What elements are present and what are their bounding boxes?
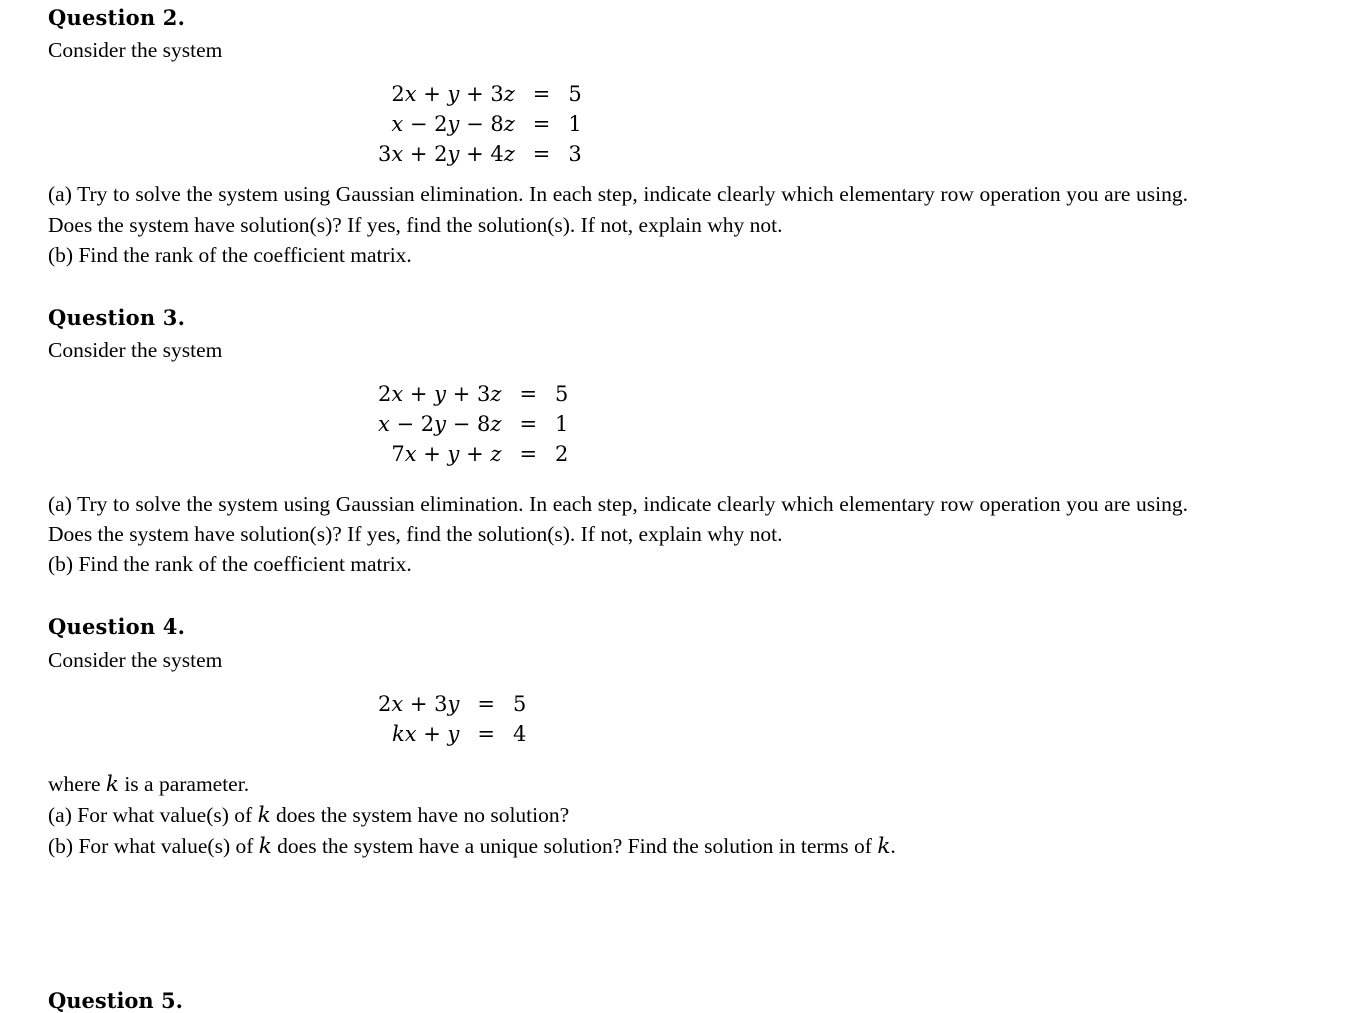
equation-rhs: 1 bbox=[568, 112, 582, 137]
equation-rhs: 3 bbox=[568, 142, 582, 167]
question-3-lead: Consider the system bbox=[48, 338, 223, 363]
equation-row bbox=[378, 79, 582, 109]
question-4-title: Question 4. bbox=[48, 614, 186, 640]
equation-lhs: 3x + 2y + 4z bbox=[378, 142, 515, 167]
question-4-equation-system bbox=[48, 689, 1188, 749]
equation-relation: = bbox=[519, 382, 538, 407]
equation-relation: = bbox=[519, 412, 538, 437]
question-2-title: Question 2. bbox=[48, 5, 186, 30]
question-4-part-b: (b) For what value(s) of k does the system have a unique solution? Find the solution in terms of k. bbox=[48, 834, 896, 860]
equation-gap bbox=[48, 479, 1188, 489]
question-3-equation-system bbox=[48, 379, 1188, 469]
question-4-part-a: (a) For what value(s) of k does the system have no solution? bbox=[48, 802, 570, 828]
equation-rhs: 1 bbox=[555, 412, 569, 437]
equation-table bbox=[378, 689, 526, 749]
equation-row bbox=[378, 109, 582, 139]
question-2-lead: Consider the system bbox=[48, 38, 223, 63]
question-2-part-a: (a) Try to solve the system using Gaussian elimination. In each step, indicate clearly which elementary row operation you are using. Does the system have solution(s)? If yes, find the solution(s). If not, explain why not. bbox=[48, 182, 1188, 237]
equation-relation: = bbox=[532, 142, 551, 167]
equation-relation: = bbox=[477, 721, 496, 746]
equation-rhs: 5 bbox=[555, 382, 569, 407]
equation-row bbox=[378, 139, 582, 169]
section-spacer bbox=[48, 270, 1188, 304]
equation-row bbox=[378, 439, 568, 469]
equation-rhs: 5 bbox=[568, 82, 582, 107]
equation-rhs: 5 bbox=[513, 691, 527, 716]
equation-gap bbox=[48, 759, 1188, 769]
question-4-lead: Consider the system bbox=[48, 647, 223, 672]
equation-table bbox=[378, 379, 568, 469]
equation-row bbox=[378, 379, 568, 409]
question-2-equation-system bbox=[48, 79, 1188, 169]
equation-lhs: kx + y bbox=[392, 721, 460, 746]
question-3-part-a: (a) Try to solve the system using Gaussian elimination. In each step, indicate clearly which elementary row operation you are using. Does the system have solution(s)? If yes, find the solution(s). If not, explain why not. bbox=[48, 492, 1188, 547]
equation-table bbox=[378, 79, 582, 169]
equation-relation: = bbox=[532, 112, 551, 137]
section-spacer bbox=[48, 579, 1188, 613]
question-block-2 bbox=[48, 4, 1188, 270]
equation-lhs: 2x + y + 3z bbox=[391, 82, 515, 107]
question-block-4 bbox=[48, 613, 1188, 862]
question-5-title-cutoff: Question 5. bbox=[48, 988, 183, 1013]
equation-rhs: 2 bbox=[555, 442, 569, 467]
question-4-where-note: where k is a parameter. bbox=[48, 771, 250, 797]
equation-relation: = bbox=[477, 691, 496, 716]
equation-row bbox=[378, 409, 568, 439]
equation-lhs: x − 2y − 8z bbox=[391, 112, 515, 137]
question-3-title: Question 3. bbox=[48, 304, 186, 330]
equation-lhs: x − 2y − 8z bbox=[378, 412, 502, 437]
equation-lhs: 7x + y + z bbox=[391, 442, 502, 467]
equation-lhs: 2x + 3y bbox=[378, 691, 460, 716]
document-content bbox=[48, 4, 1188, 862]
equation-lhs: 2x + y + 3z bbox=[378, 382, 502, 407]
equation-relation: = bbox=[519, 442, 538, 467]
question-2-part-b: (b) Find the rank of the coefficient matrix. bbox=[48, 242, 412, 267]
question-3-part-b: (b) Find the rank of the coefficient matrix. bbox=[48, 552, 412, 577]
equation-rhs: 4 bbox=[513, 721, 527, 746]
equation-relation: = bbox=[532, 82, 551, 107]
equation-row bbox=[378, 689, 526, 719]
equation-row bbox=[378, 719, 526, 749]
question-block-3 bbox=[48, 304, 1188, 580]
